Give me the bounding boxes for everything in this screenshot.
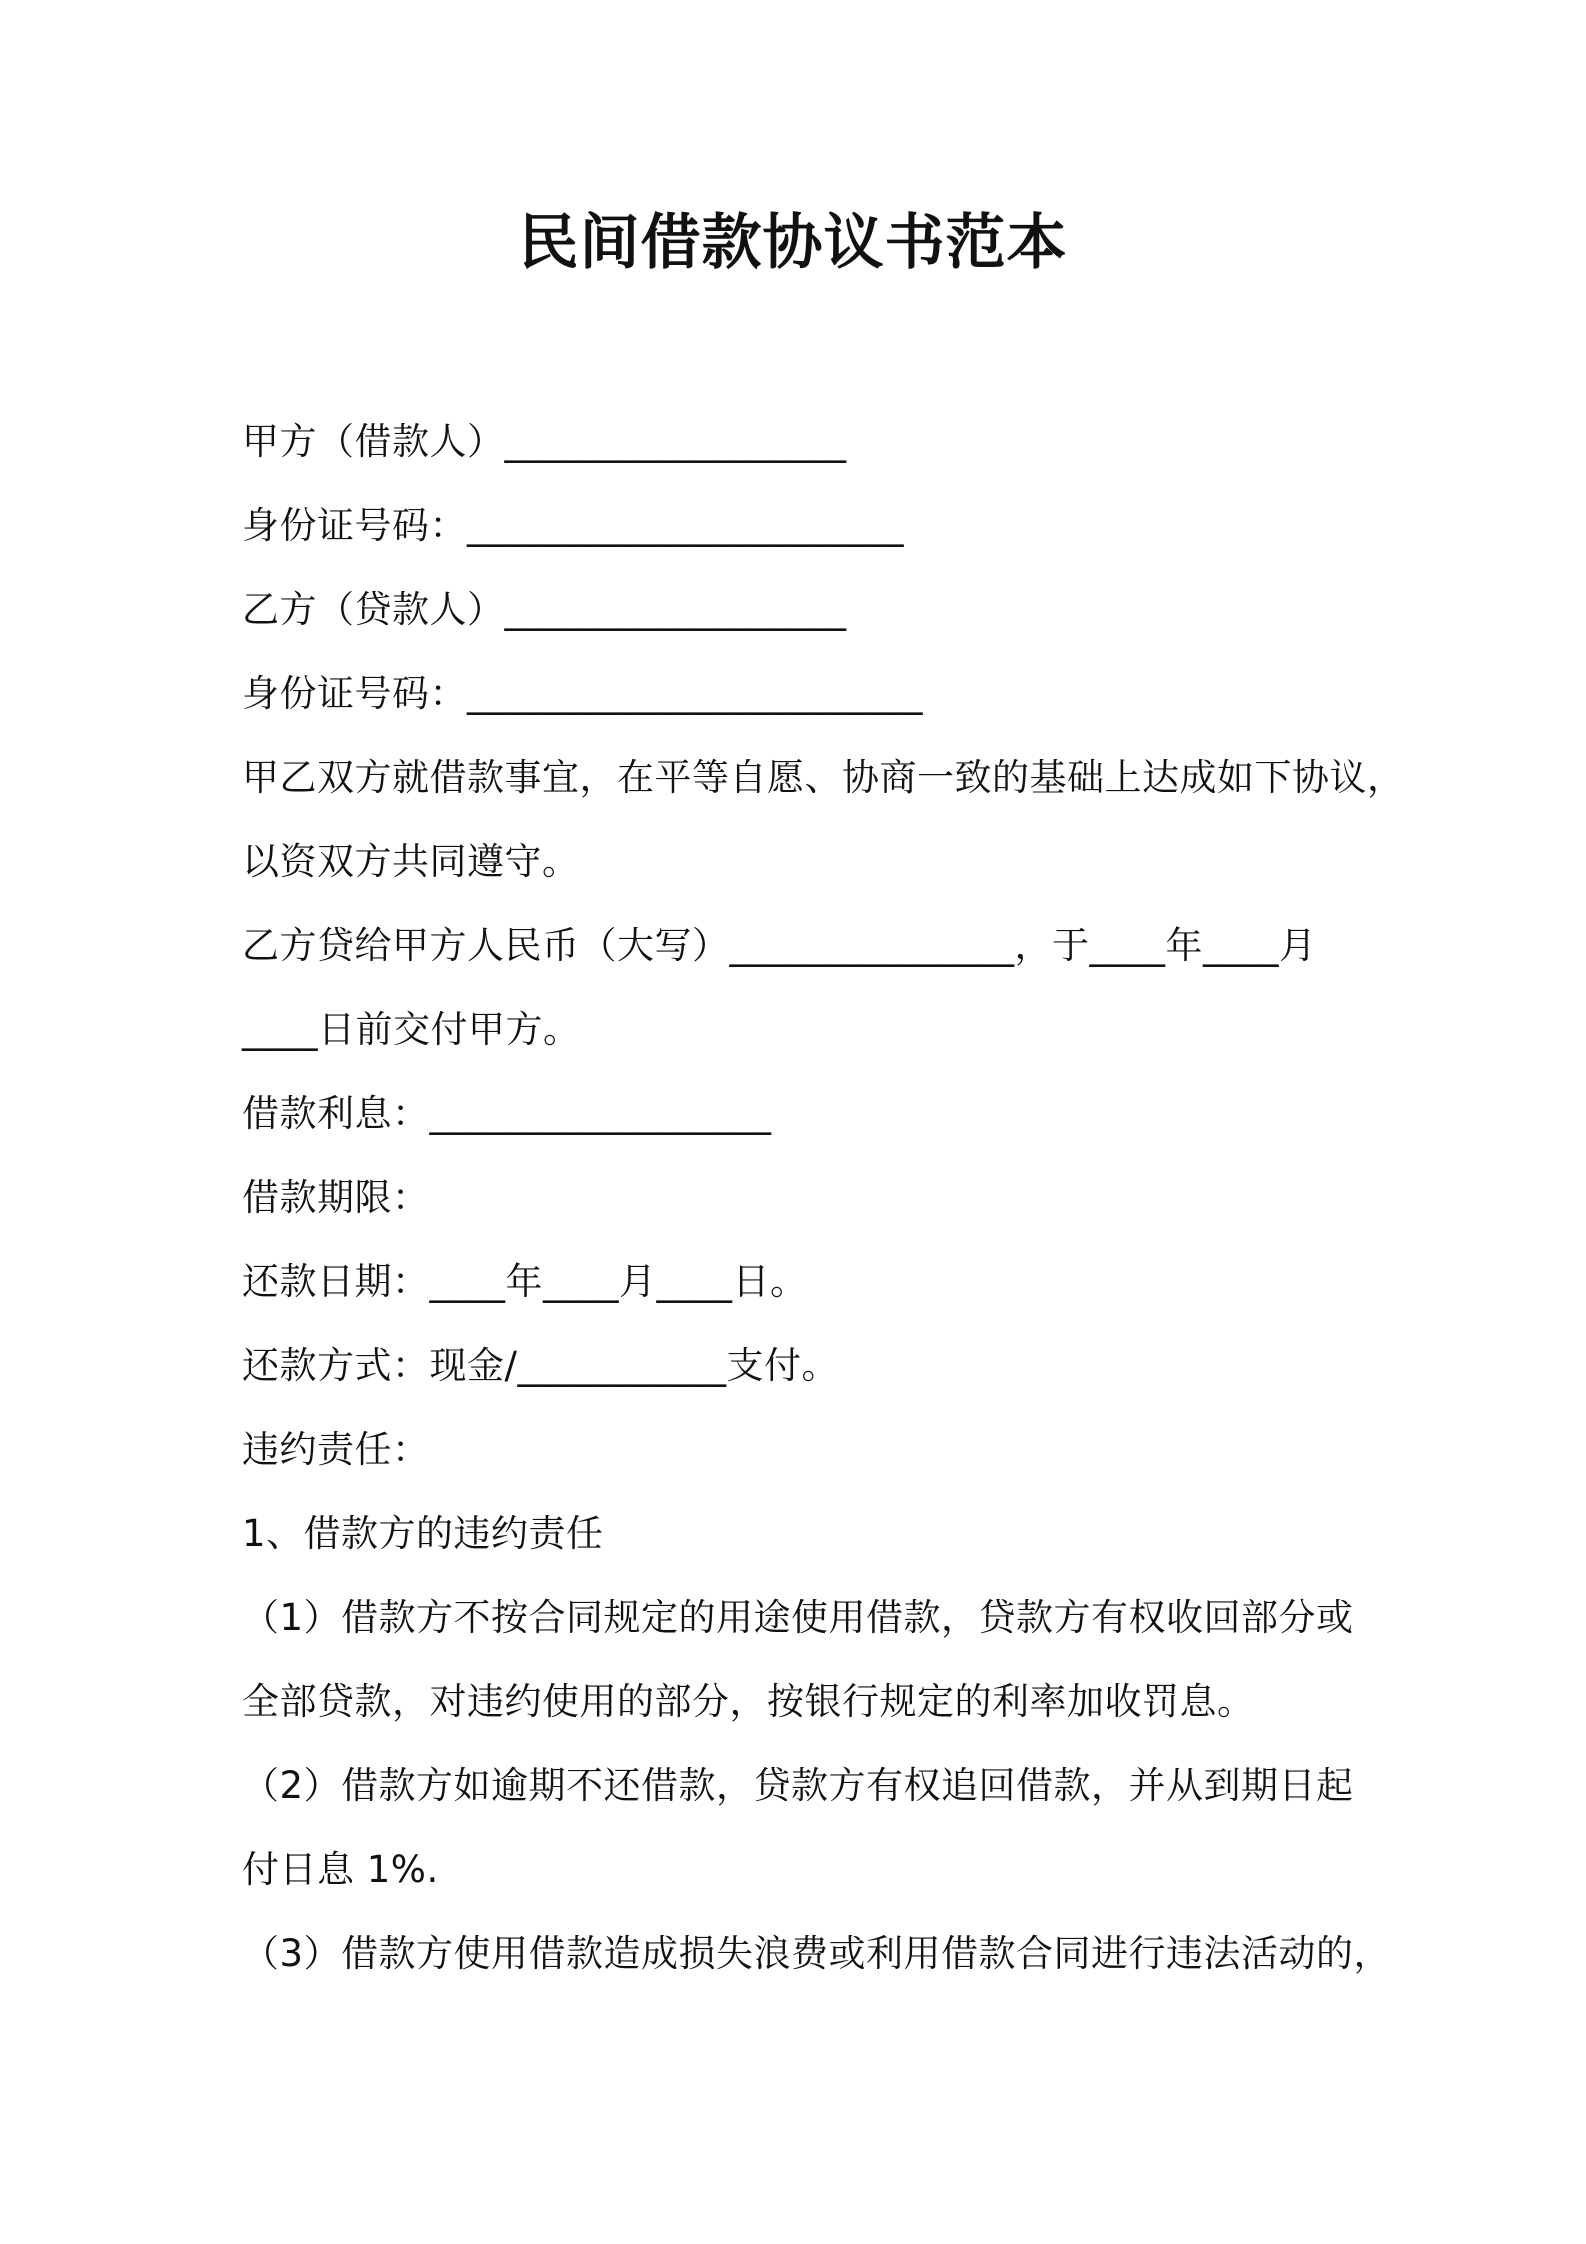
breach-liability-heading: 违约责任： [242, 1428, 430, 1471]
loan-amount-line-2: ____日前交付甲方。 [242, 1008, 581, 1051]
clause-2-line-2: 付日息 1%. [242, 1848, 439, 1891]
document-title: 民间借款协议书范本 [518, 208, 1068, 278]
borrower-breach-heading: 1、借款方的违约责任 [242, 1512, 604, 1555]
party-b-id-number-line: 身份证号码：________________________ [242, 672, 923, 715]
loan-term-line: 借款期限： [242, 1176, 430, 1219]
repayment-date-line: 还款日期：____年____月____日。 [242, 1260, 808, 1303]
clause-2-line-1: （2）借款方如逾期不还借款，贷款方有权追回借款，并从到期日起 [242, 1764, 1354, 1807]
agreement-intro-line-2: 以资双方共同遵守。 [242, 840, 580, 883]
party-a-id-number-line: 身份证号码：_______________________ [242, 504, 904, 547]
loan-interest-line: 借款利息：__________________ [242, 1092, 772, 1135]
clause-1-line-1: （1）借款方不按合同规定的用途使用借款，贷款方有权收回部分或 [242, 1596, 1354, 1639]
agreement-intro-line-1: 甲乙双方就借款事宜，在平等自愿、协商一致的基础上达成如下协议， [242, 756, 1405, 799]
loan-amount-line-1: 乙方贷给甲方人民币（大写）_______________，于____年____月 [242, 924, 1317, 967]
clause-3-line-1: （3）借款方使用借款造成损失浪费或利用借款合同进行违法活动的， [242, 1932, 1392, 1975]
repayment-method-line: 还款方式：现金/___________支付。 [242, 1344, 839, 1387]
clause-1-line-2: 全部贷款，对违约使用的部分，按银行规定的利率加收罚息。 [242, 1680, 1255, 1723]
party-b-lender-line: 乙方（贷款人）__________________ [242, 588, 847, 631]
party-a-borrower-line: 甲方（借款人）__________________ [242, 420, 847, 463]
document-body [242, 400, 1405, 1996]
